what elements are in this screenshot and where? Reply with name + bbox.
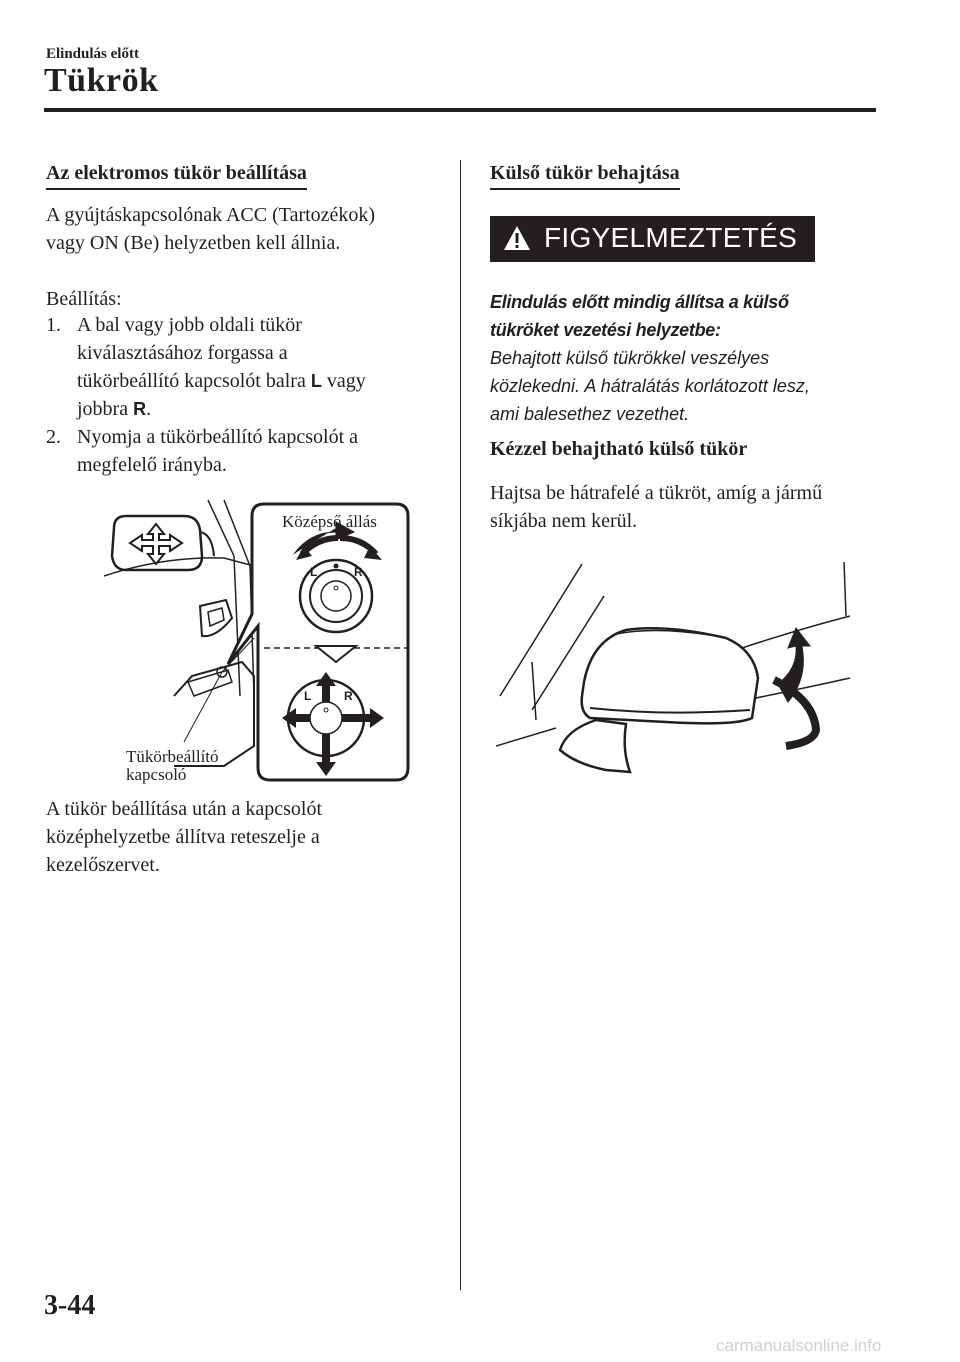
fold-mirror-figure [496,560,856,790]
warning-text-1: Behajtott külső tükrökkel veszélyes [490,348,770,368]
fold-body-2: síkjába nem kerül. [490,510,638,532]
symbol-left: L [310,371,322,391]
svg-text:R: R [344,689,353,703]
warning-bold-1: Elindulás előtt mindig állítsa a külső [490,292,789,312]
mirror-switch-illustration [104,496,414,786]
after-line-2: középhelyzetbe állítva reteszelje a [46,826,320,848]
fold-body-1: Hajtsa be hátrafelé a tükröt, amíg a jármű [490,482,823,504]
step-line: kiválasztásához forgassa a [77,342,288,364]
warning-triangle-icon [502,224,532,252]
adjust-label: Beállítás: [46,288,122,310]
subheading-manual-fold: Kézzel behajtható külső tükör [490,438,748,460]
watermark: carmanualsonline.info [716,1336,882,1355]
step-line: megfelelő irányba. [77,454,227,476]
section-label: Elindulás előtt [46,46,139,62]
column-divider [460,160,461,1290]
warning-text-2: közlekedni. A hátralátás korlátozott lesz, [490,376,810,396]
heading-fold-mirror: Külső tükör behajtása [490,162,680,190]
warning-bold-2: tükröket vezetési helyzetbe: [490,320,721,340]
title-rule [44,108,876,112]
warning-title: FIGYELMEZTETÉS [544,222,798,253]
intro-line-1: A gyújtáskapcsolónak ACC (Tartozékok) [46,204,376,226]
step-number: 1. [46,314,61,336]
step-line: Nyomja a tükörbeállító kapcsolót a [77,426,359,448]
after-line-3: kezelőszervet. [46,854,160,876]
dial-letter-l: L [310,565,318,579]
warning-banner [490,216,815,262]
step-line: A bal vagy jobb oldali tükör [77,314,302,336]
dial-letter-r: R [354,565,363,579]
label-mirror-switch-2: kapcsoló [126,765,187,784]
fold-mirror-illustration [496,560,856,790]
label-center-position: Középső állás [282,512,377,531]
page-number: 3-44 [44,1290,96,1321]
warning-text-3: ami balesethez vezethet. [490,404,690,424]
label-mirror-switch-1: Tükörbeállító [126,747,219,766]
step-number: 2. [46,426,61,448]
step-line: jobbra R. [77,398,152,420]
step-line: tükörbeállító kapcsolót balra L vagy [77,370,366,392]
after-line-1: A tükör beállítása után a kapcsolót [46,798,323,820]
intro-line-2: vagy ON (Be) helyzetben kell állnia. [46,232,341,254]
step-2 [46,422,446,482]
page-title: Tükrök [44,62,159,99]
svg-text:L: L [304,689,312,703]
symbol-right: R [133,399,147,419]
heading-electric-mirror: Az elektromos tükör beállítása [46,162,307,190]
mirror-switch-figure [104,496,414,786]
